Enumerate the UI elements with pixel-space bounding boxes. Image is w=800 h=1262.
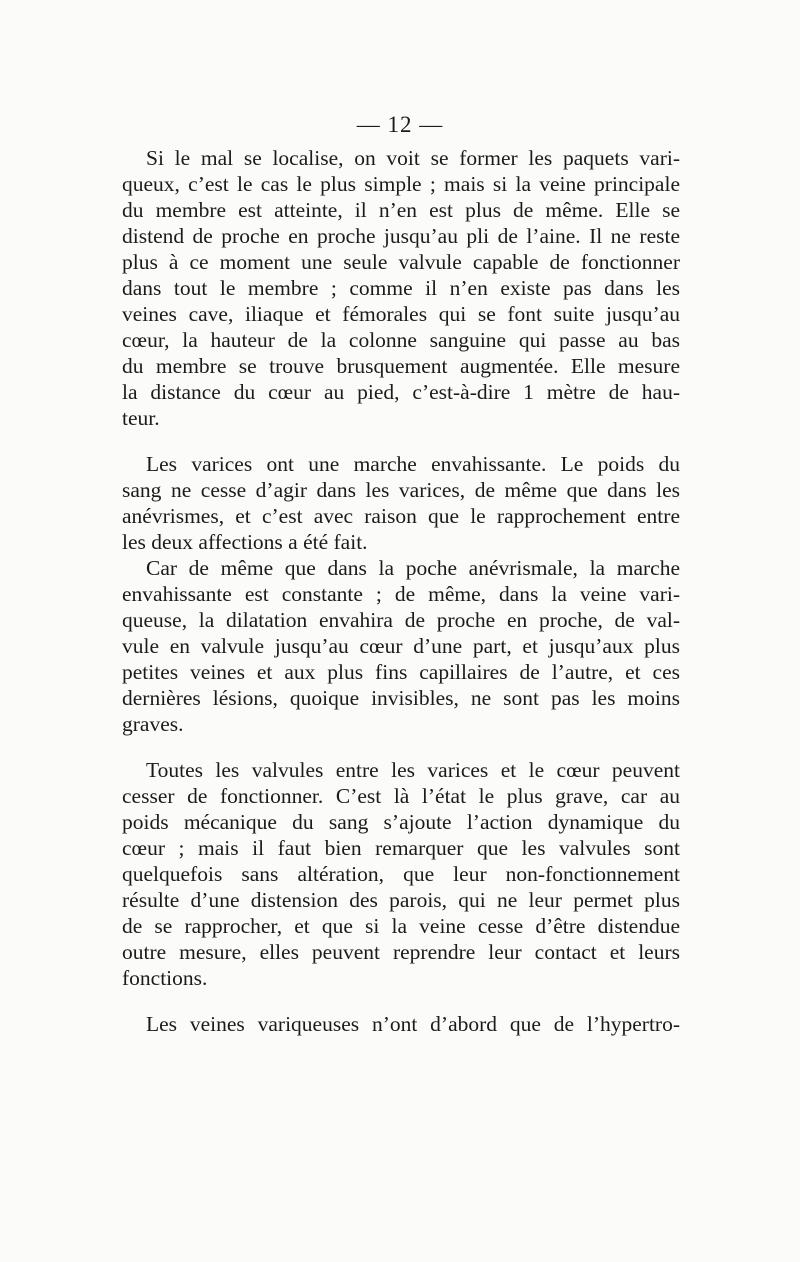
paragraph-spacer xyxy=(122,431,680,451)
text-line: plus à ce moment une seule valvule capable de fonctionner xyxy=(122,250,680,274)
text-line: la distance du cœur au pied, c’est-à-dire 1 mètre de hau- xyxy=(122,380,680,404)
paragraph-spacer xyxy=(122,737,680,757)
paragraph-2 xyxy=(122,451,680,555)
text-line: poids mécanique du sang s’ajoute l’action dynamique du xyxy=(122,810,680,834)
text-line: queux, c’est le cas le plus simple ; mais si la veine principale xyxy=(122,172,680,196)
text-line: les deux affections a été fait. xyxy=(122,530,368,554)
text-line: anévrismes, et c’est avec raison que le rapprochement entre xyxy=(122,504,680,528)
text-line: cœur ; mais il faut bien remarquer que les valvules sont xyxy=(122,836,680,860)
text-line: envahissante est constante ; de même, dans la veine vari- xyxy=(122,582,680,606)
text-line: outre mesure, elles peuvent reprendre leur contact et leurs xyxy=(122,940,680,964)
paragraph-4 xyxy=(122,757,680,991)
paragraph-5 xyxy=(122,1011,680,1037)
paragraph-1 xyxy=(122,145,680,431)
text-line: sang ne cesse d’agir dans les varices, de même que dans les xyxy=(122,478,680,502)
text-line: résulte d’une distension des parois, qui ne leur permet plus xyxy=(122,888,680,912)
page-number: — 12 — xyxy=(356,112,444,137)
text-line: quelquefois sans altération, que leur non-fonctionnement xyxy=(122,862,680,886)
text-line: du membre se trouve brusquement augmentée. Elle mesure xyxy=(122,354,680,378)
text-line: dans tout le membre ; comme il n’en existe pas dans les xyxy=(122,276,680,300)
text-line: graves. xyxy=(122,712,184,736)
text-line: petites veines et aux plus fins capillaires de l’autre, et ces xyxy=(122,660,680,684)
text-line: vule en valvule jusqu’au cœur d’une part, et jusqu’aux plus xyxy=(122,634,680,658)
text-line: Si le mal se localise, on voit se former les paquets vari- xyxy=(146,146,680,170)
paragraph-3 xyxy=(122,555,680,737)
text-line: Car de même que dans la poche anévrismale, la marche xyxy=(146,556,680,580)
text-line: teur. xyxy=(122,406,160,430)
text-line: de se rapprocher, et que si la veine cesse d’être distendue xyxy=(122,914,680,938)
text-line: cœur, la hauteur de la colonne sanguine qui passe au bas xyxy=(122,328,680,352)
text-line: du membre est atteinte, il n’en est plus de même. Elle se xyxy=(122,198,680,222)
text-line: Les veines variqueuses n’ont d’abord que de l’hypertro- xyxy=(146,1012,680,1036)
paragraph-spacer xyxy=(122,991,680,1011)
text-line: fonctions. xyxy=(122,966,208,990)
text-line: Les varices ont une marche envahissante. Le poids du xyxy=(146,452,680,476)
text-line: Toutes les valvules entre les varices et le cœur peuvent xyxy=(146,758,680,782)
text-line: queuse, la dilatation envahira de proche en proche, de val- xyxy=(122,608,680,632)
text-line: cesser de fonctionner. C’est là l’état le plus grave, car au xyxy=(122,784,680,808)
text-line: dernières lésions, quoique invisibles, ne sont pas les moins xyxy=(122,686,680,710)
body-text xyxy=(122,145,680,1037)
text-line: distend de proche en proche jusqu’au pli de l’aine. Il ne reste xyxy=(122,224,680,248)
text-line: veines cave, iliaque et fémorales qui se font suite jusqu’au xyxy=(122,302,680,326)
